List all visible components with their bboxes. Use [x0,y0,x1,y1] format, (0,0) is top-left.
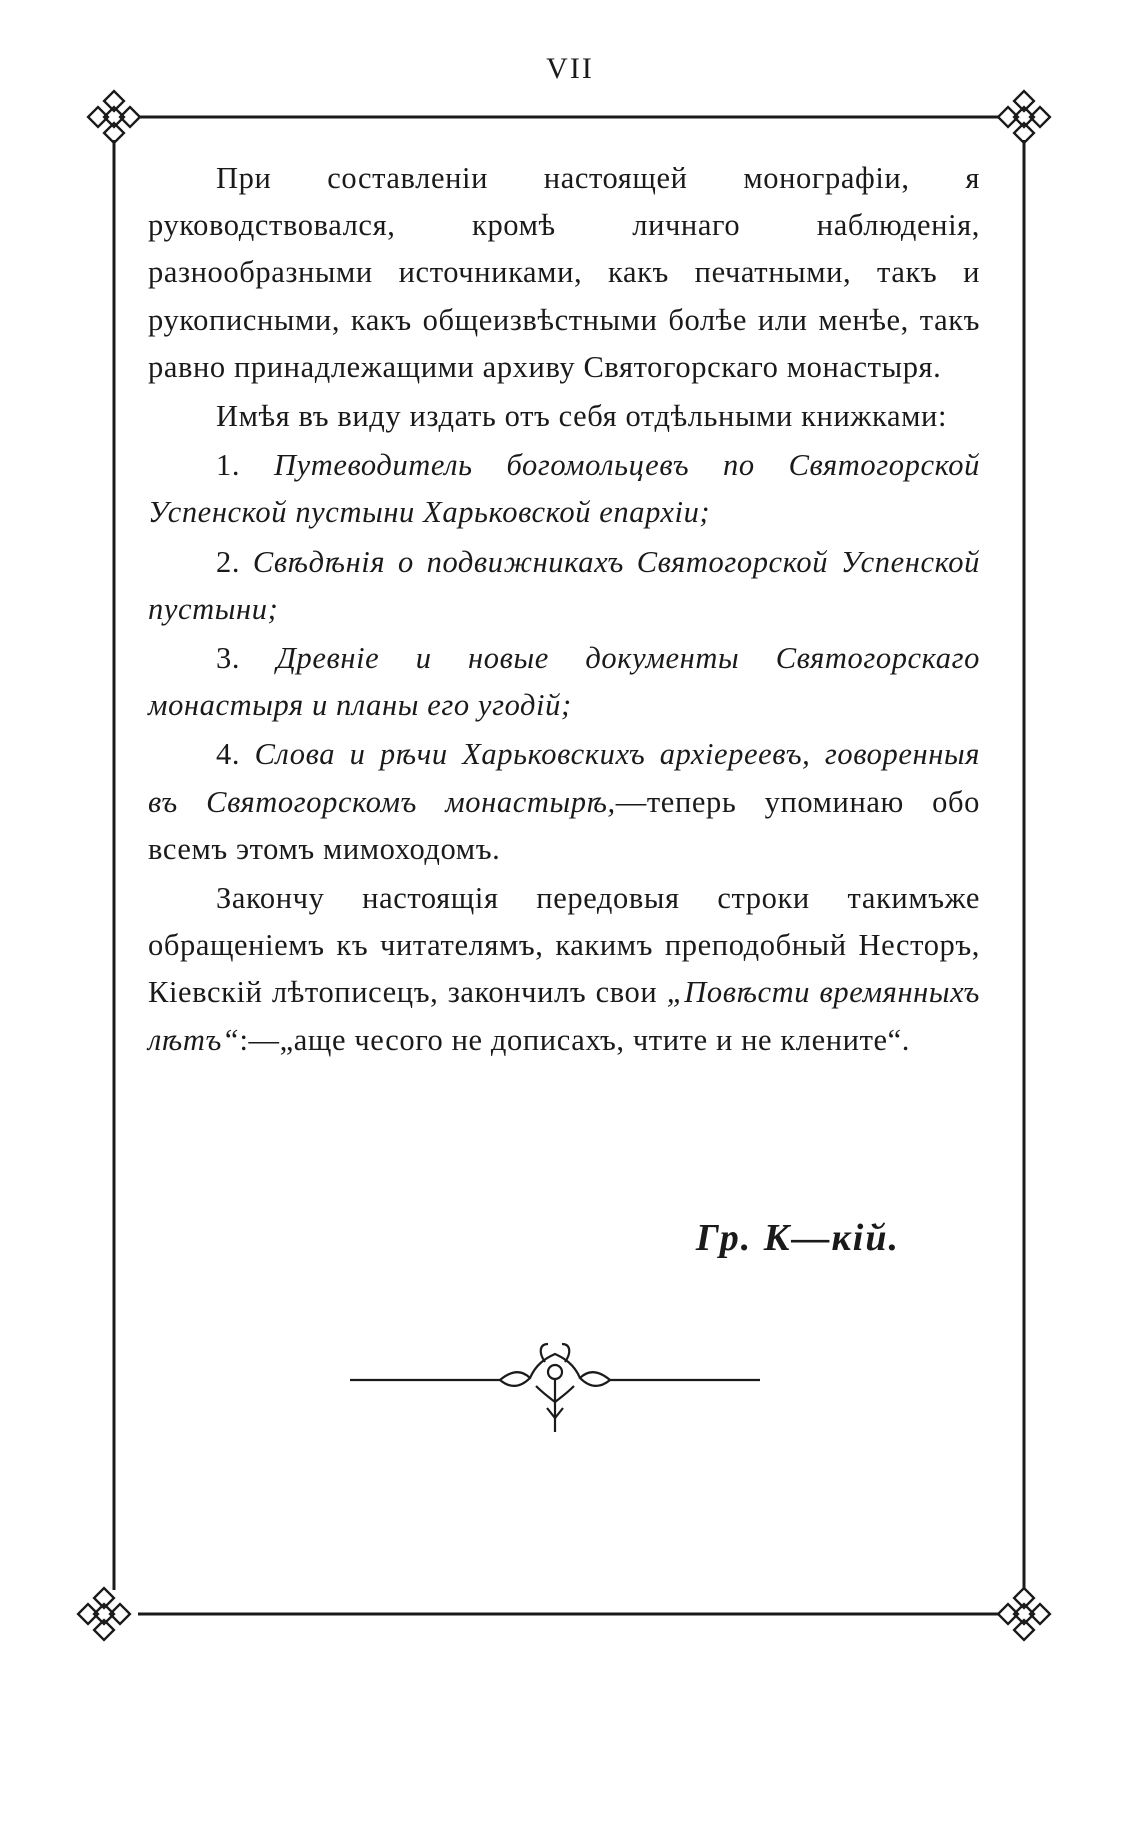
corner-ornament-bottom-right-icon [998,1588,1050,1640]
list-item [148,731,980,873]
paragraph-sources: При составленіи настоящей монографіи, я руководствовался, кромѣ личнаго наблюденія, разнообразными источниками, какъ печатными, такъ и рукописными, какъ общеизвѣстными болѣе или менѣе, такъ равно принадлежащими архиву Святогорскаго монастыря. [148,161,980,384]
closing-text: Закончу настоящія передовыя строки такимъже обращеніемъ къ читателямъ, какимъ преподобный Несторъ, Кіевскій лѣтописецъ, закончилъ свои [148,881,980,1010]
closing-quote: :—„аще чесого не дописахъ, чтите и не клените“. [239,1022,911,1057]
list-item [148,539,980,633]
list-item [148,442,980,536]
paragraph-intent: Имѣя въ виду издать отъ себя отдѣльными книжками: [216,399,948,434]
author-signature: Гр. К—кій. [695,1217,900,1259]
list-item-number: 3. [216,641,241,676]
list-item-number: 1. [216,448,241,483]
list-item-tail: —теперь упоминаю обо всемъ этомъ мимоходомъ. [148,784,980,866]
list-item-title: Слова и рѣчи Харьковскихъ архіереевъ, говоренныя въ Святогорскомъ монастырѣ, [148,737,980,819]
list-item-title: Путеводитель богомольцевъ по Святогорской Успенской пустыни Харьковской епархіи; [148,448,980,530]
list-item-title: Древніе и новые документы Святогорскаго монастыря и планы его угодій; [148,641,980,723]
corner-ornament-top-left-icon [88,91,140,143]
preface-text [148,155,980,1066]
list-item-title: Свѣдѣнія о подвижникахъ Святогорской Успенской пустыни; [148,544,980,626]
chronicle-title: „Повѣсти времянныхъ лѣтъ“ [148,975,980,1057]
page-number: VII [546,52,594,85]
tailpiece-ornament-icon [340,1340,770,1440]
corner-ornament-top-right-icon [998,91,1050,143]
list-item-number: 4. [216,737,241,772]
corner-ornament-bottom-left-icon [78,1588,130,1640]
list-item-number: 2. [216,544,241,579]
paragraph-closing [148,875,980,1064]
list-item [148,635,980,729]
